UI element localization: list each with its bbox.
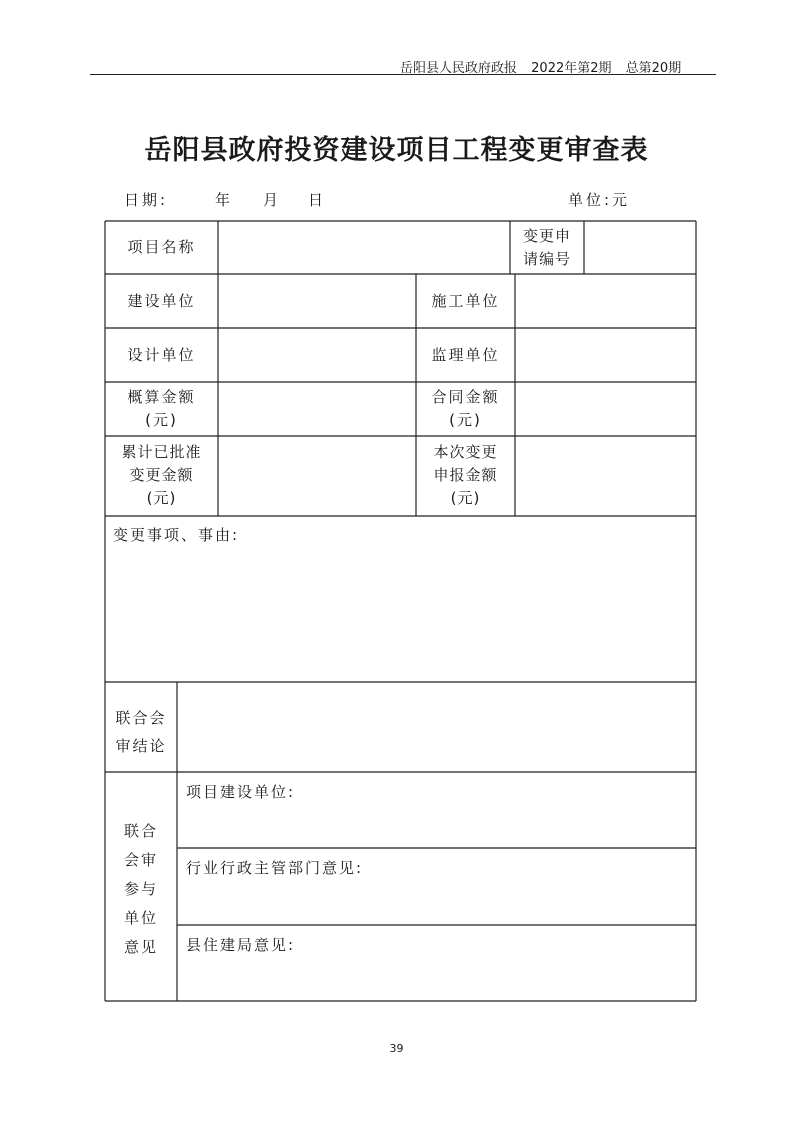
approved-change-amount-label: [105, 441, 218, 510]
approved-change-line3: (元): [146, 489, 177, 507]
current-change-line3: (元): [450, 489, 481, 507]
project-name-label: 项目名称: [127, 238, 196, 256]
contract-amount-label: [416, 386, 515, 432]
authority-opinion-label: 行业行政主管部门意见:: [186, 859, 364, 877]
current-change-line2: 申报金额: [433, 466, 498, 484]
builder-label: 建设单位: [127, 292, 196, 310]
change-request-no-label: [510, 225, 584, 271]
page-number: 39: [389, 1042, 404, 1055]
contract-amount-line2: (元): [449, 411, 482, 429]
participant-opinions-line3: 参与: [123, 880, 158, 898]
contractor-label: 施工单位: [431, 292, 500, 310]
contract-amount-line1: 合同金额: [431, 388, 500, 406]
builder-opinion-label: 项目建设单位:: [186, 783, 296, 801]
joint-review-line2: 审结论: [115, 737, 167, 755]
housing-bureau-opinion-label: 县住建局意见:: [186, 936, 296, 954]
document-title: 岳阳县政府投资建设项目工程变更审查表: [144, 135, 649, 166]
participant-opinions-label: [105, 817, 177, 962]
budget-amount-label: [105, 386, 218, 432]
designer-label: 设计单位: [127, 346, 196, 364]
unit-label: 单位:元: [568, 191, 631, 209]
date-label: 日期:: [124, 191, 169, 209]
budget-amount-line1: 概算金额: [127, 388, 196, 406]
approved-change-line1: 累计已批准: [121, 443, 202, 461]
participant-opinions-line4: 单位: [123, 909, 158, 927]
participant-opinions-line5: 意见: [123, 938, 158, 956]
year-label: 年: [215, 191, 234, 209]
day-label: 日: [308, 191, 327, 209]
joint-review-conclusion-label: [105, 704, 177, 760]
change-request-no-line1: 变更申: [522, 227, 571, 245]
participant-opinions-line1: 联合: [123, 822, 158, 840]
change-request-no-line2: 请编号: [522, 250, 571, 268]
joint-review-line1: 联合会: [115, 709, 167, 727]
publication-name: 岳阳县人民政府政报: [400, 61, 518, 76]
current-change-line1: 本次变更: [433, 443, 498, 461]
current-change-amount-label: [416, 441, 515, 510]
month-label: 月: [263, 191, 282, 209]
supervisor-label: 监理单位: [431, 346, 500, 364]
budget-amount-line2: (元): [145, 411, 178, 429]
total-issue-number: 总第20期: [625, 61, 682, 76]
issue-number: 2022年第2期: [531, 61, 612, 76]
change-items-label: 变更事项、事由:: [113, 526, 240, 544]
approved-change-line2: 变更金额: [129, 466, 194, 484]
participant-opinions-line2: 会审: [123, 851, 158, 869]
